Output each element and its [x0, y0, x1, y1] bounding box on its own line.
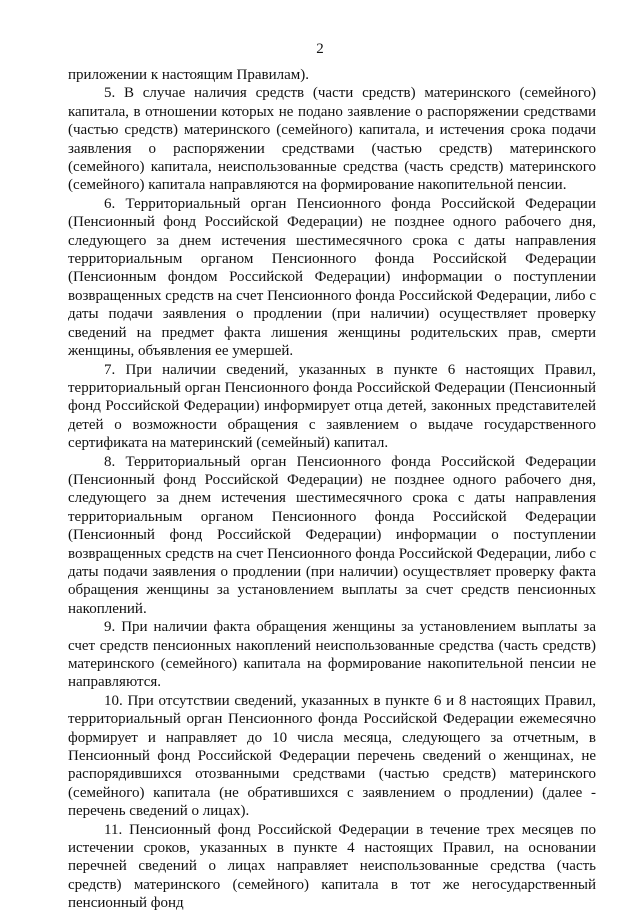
paragraph-7: 7. При наличии сведений, указанных в пункте 6 настоящих Правил, территориальный орган Пенсионного фонда Российской Федерации (Пенсионный фонд Российской Федерации) информирует отца детей, законных представителей детей о возможности обращения с заявлением о выдаче государственного сертификата на материнский (семейный) капитал.: [68, 361, 596, 452]
paragraph-5: 5. В случае наличия средств (части средств) материнского (семейного) капитала, в отношении которых не подано заявление о распоряжении средствами (частью средств) материнского (семейного) капитала, и истечения срока подачи заявления о распоряжении средствами (частью средств) материнского (семейного) капитала, неиспользованные средства (часть средств) материнского (семейного) капитала направляются на формирование накопительной пенсии.: [68, 85, 596, 194]
paragraph-10: 10. При отсутствии сведений, указанных в пункте 6 и 8 настоящих Правил, территориальный орган Пенсионного фонда Российской Федерации ежемесячно формирует и направляет до 10 числа месяца, следующего за отчетным, в Пенсионный фонд Российской Федерации перечень сведений о женщинах, не распорядившихся отозванными средствами (частью средств) материнского (семейного) капитала (не обратившихся с заявлением о продлении) (далее - перечень сведений о лицах).: [68, 692, 596, 820]
paragraph-9: 9. При наличии факта обращения женщины за установлением выплаты за счет средств пенсионных накоплений неиспользованные средства (часть средств) материнского (семейного) капитала на формирование накопительной пенсии не направляются.: [68, 619, 596, 691]
paragraph-11: 11. Пенсионный фонд Российской Федерации в течение трех месяцев по истечении сроков, указанных в пункте 4 настоящих Правил, на основании перечней сведений о лицах направляет неиспользованные средства (часть средств) материнского (семейного) капитала в тот же негосударственный пенсионный фонд: [68, 821, 596, 912]
paragraph-continuation: приложении к настоящим Правилам).: [68, 67, 309, 83]
page-number: 2: [316, 41, 324, 57]
paragraph-6: 6. Территориальный орган Пенсионного фонда Российской Федерации (Пенсионный фонд Российской Федерации) не позднее одного рабочего дня, следующего за днем истечения шестимесячного срока с даты направления территориальным органом Пенсионного фонда Российской Федерации (Пенсионным фондом Российской Федерации) информации о поступлении возвращенных средств на счет Пенсионного фонда Российской Федерации, либо с даты подачи заявления о продлении (при наличии) осуществляет проверку сведений на предмет факта лишения женщины родительских прав, смерти женщины, объявления ее умершей.: [68, 195, 596, 360]
paragraph-8: 8. Территориальный орган Пенсионного фонда Российской Федерации (Пенсионный фонд Российской Федерации) не позднее одного рабочего дня, следующего за днем истечения шестимесячного срока с даты направления территориальным органом Пенсионного фонда Российской Федерации (Пенсионный фонд Российской Федерации) информации о поступлении возвращенных средств на счет Пенсионного фонда Российской Федерации, либо с даты подачи заявления о продлении (при наличии) осуществляет проверку факта обращения женщины за установлением выплаты за счет средств пенсионных накоплений.: [68, 453, 596, 617]
document-body: [68, 66, 596, 913]
